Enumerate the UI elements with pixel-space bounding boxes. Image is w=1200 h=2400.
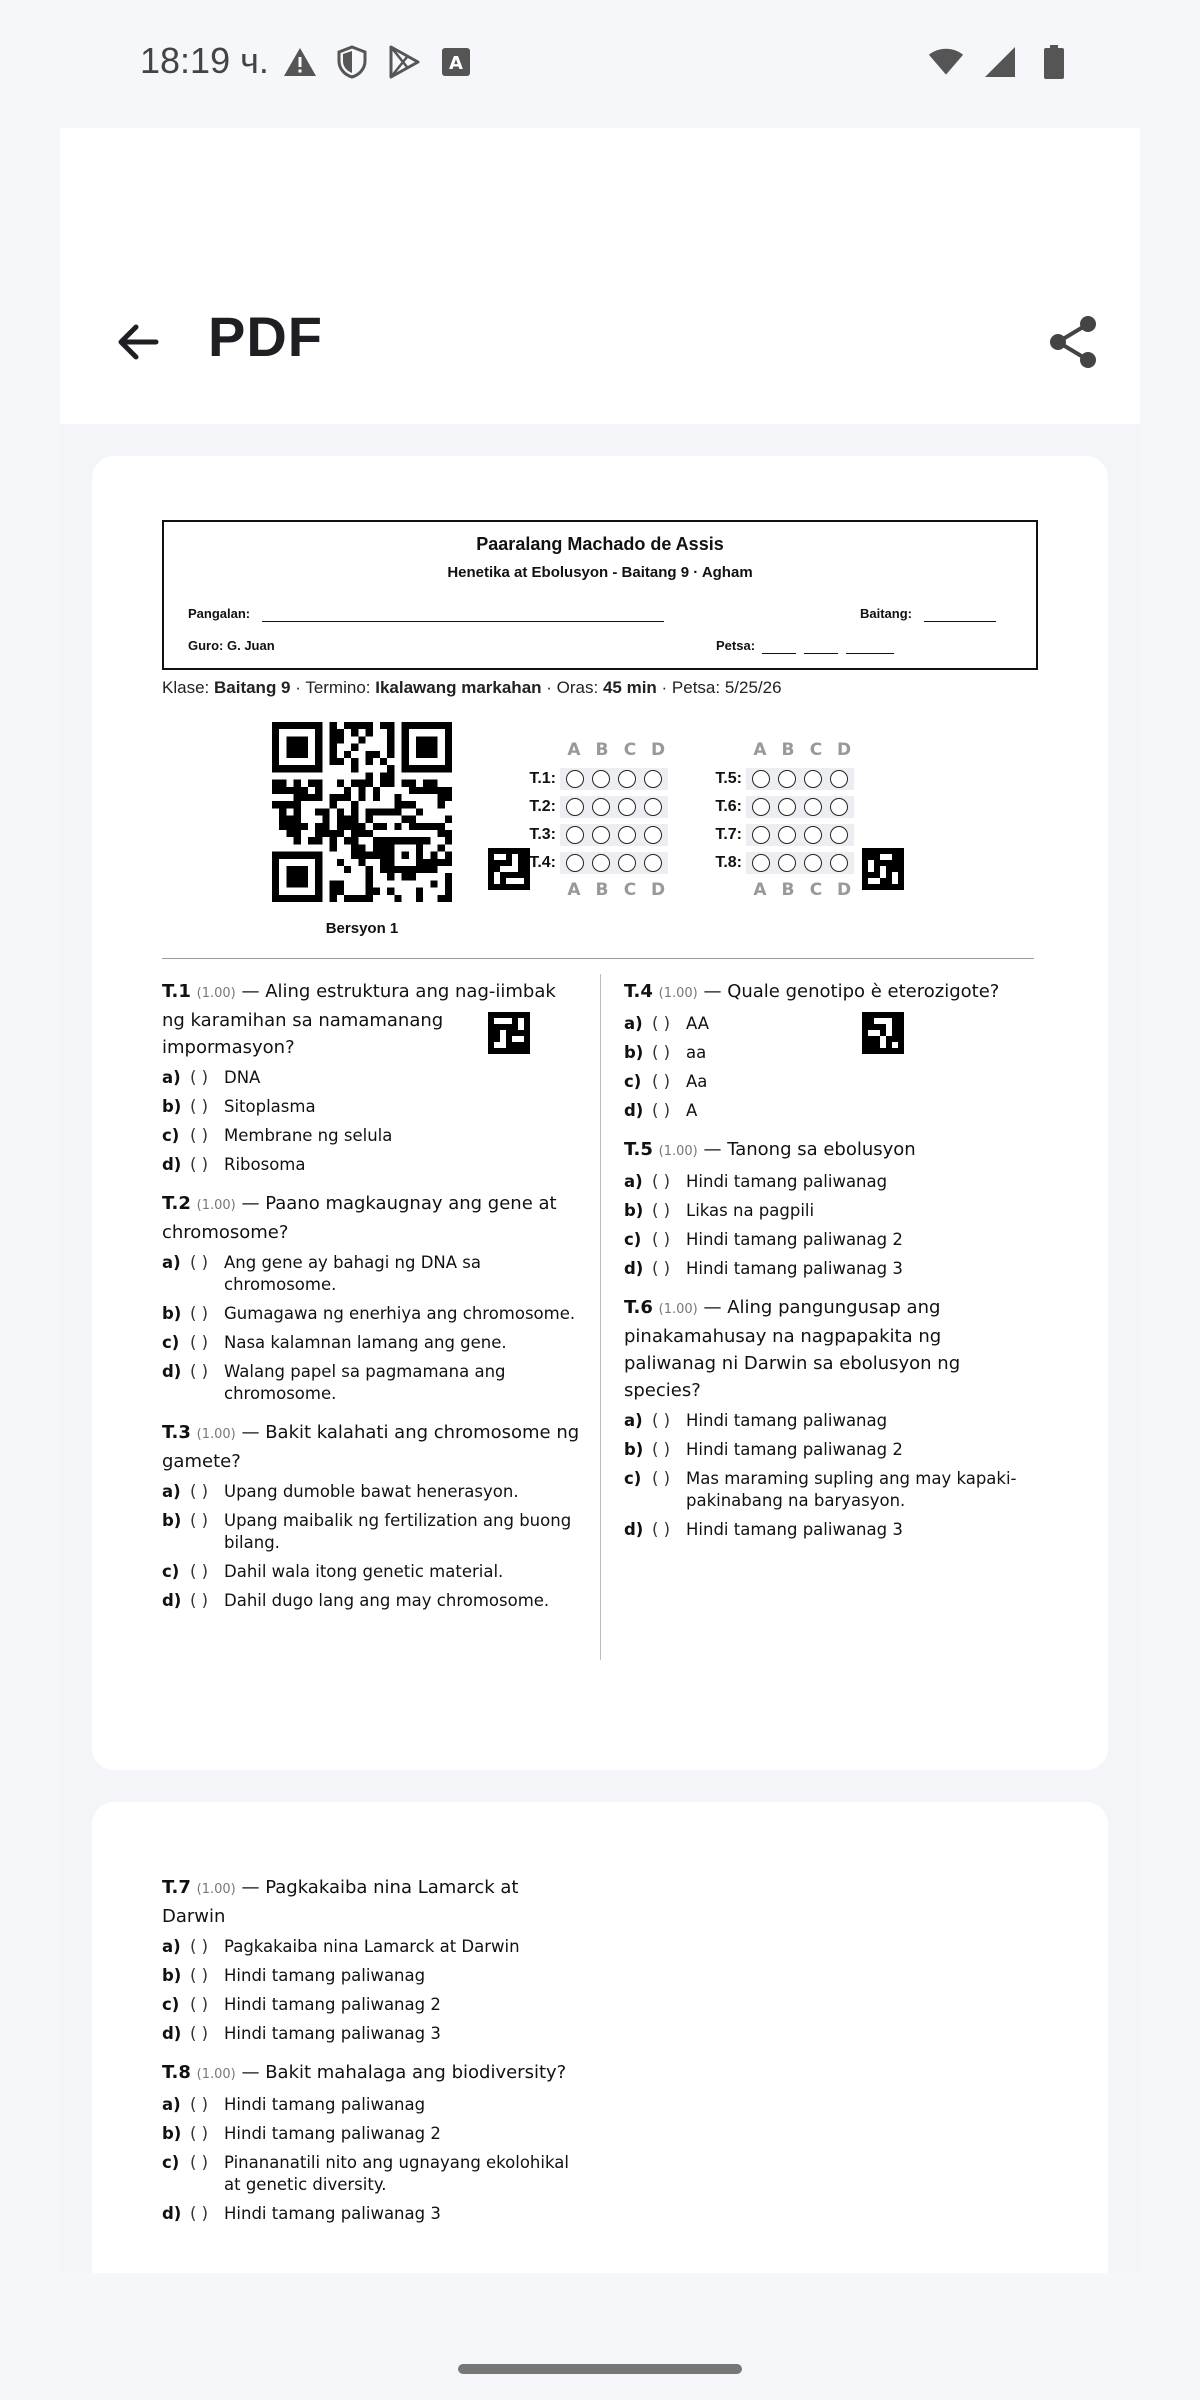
answer-row-label: T.5:	[715, 770, 742, 787]
question-text: — Aling pangungusap ang pinakamahusay na nagpapakita ng paliwanag ni Darwin sa ebolusyon ng species?	[624, 1297, 961, 1401]
option-checkbox[interactable]: ( )	[190, 1511, 209, 1530]
date-lines	[762, 653, 932, 654]
option-checkbox[interactable]: ( )	[190, 2204, 209, 2223]
answer-bubble[interactable]	[592, 826, 610, 844]
time-label: · Oras:	[541, 678, 603, 697]
teacher-label: Guro: G. Juan	[188, 638, 275, 653]
question-block	[162, 978, 580, 1176]
pdf-viewer	[60, 128, 1140, 2273]
answer-option[interactable]	[162, 1154, 580, 1176]
pdf-page-1	[92, 456, 1108, 1770]
answer-bubble[interactable]	[778, 854, 796, 872]
option-text: Nasa kalamnan lamang ang gene.	[224, 1333, 507, 1352]
answer-bubble[interactable]	[566, 826, 584, 844]
answer-option[interactable]	[162, 2094, 582, 2116]
question-points: (1.00)	[196, 1198, 236, 1213]
question-title	[162, 1419, 580, 1475]
option-checkbox[interactable]: ( )	[190, 1126, 209, 1145]
option-text: AA	[686, 1014, 710, 1033]
option-text: Hindi tamang paliwanag	[224, 1966, 426, 1985]
question-block	[624, 978, 1034, 1122]
grid-letter: C	[623, 740, 637, 760]
option-checkbox[interactable]: ( )	[190, 1591, 209, 1610]
option-text: Hindi tamang paliwanag 3	[686, 1520, 903, 1539]
question-text: — Bakit kalahati ang chromosome ng gamete?	[162, 1422, 580, 1472]
option-text: Hindi tamang paliwanag 3	[686, 1259, 903, 1278]
option-letter: c)	[624, 1469, 642, 1488]
option-letter: b)	[162, 1097, 182, 1116]
question-title	[162, 1190, 580, 1246]
option-checkbox[interactable]: ( )	[190, 2153, 209, 2172]
option-checkbox[interactable]: ( )	[190, 1155, 209, 1174]
qr-code	[272, 722, 452, 902]
option-letter: d)	[162, 2024, 182, 2043]
arrow-left-icon	[114, 318, 162, 366]
answer-option[interactable]	[624, 1439, 1034, 1461]
option-text: Pagkakaiba nina Lamarck at Darwin	[224, 1937, 520, 1956]
share-icon	[1046, 314, 1102, 370]
answer-option[interactable]	[162, 1965, 582, 1987]
option-checkbox[interactable]: ( )	[652, 1172, 671, 1191]
option-checkbox[interactable]: ( )	[652, 1259, 671, 1278]
option-letter: a)	[162, 1068, 181, 1087]
signal-icon	[982, 44, 1018, 80]
answer-option[interactable]	[162, 1936, 582, 1958]
grid-letter: D	[836, 880, 852, 900]
option-letter: c)	[624, 1230, 642, 1249]
answer-bubble[interactable]	[592, 854, 610, 872]
answer-row-t8	[706, 852, 854, 874]
option-checkbox[interactable]: ( )	[190, 2124, 209, 2143]
option-text: Membrane ng selula	[224, 1126, 393, 1145]
option-text: Upang dumoble bawat henerasyon.	[224, 1482, 519, 1501]
answer-bubble[interactable]	[804, 798, 822, 816]
answer-bubble[interactable]	[804, 854, 822, 872]
option-checkbox[interactable]: ( )	[652, 1411, 671, 1430]
option-letter: d)	[162, 1591, 182, 1610]
option-checkbox[interactable]: ( )	[190, 1362, 209, 1381]
answer-option[interactable]	[624, 1519, 1034, 1541]
grid-letter: C	[623, 880, 637, 900]
class-info	[162, 678, 782, 698]
share-button[interactable]	[1038, 306, 1110, 378]
option-text: Hindi tamang paliwanag 3	[224, 2024, 441, 2043]
question-number: T.8	[162, 2062, 191, 2083]
answer-row-t6	[706, 796, 854, 818]
option-checkbox[interactable]: ( )	[190, 2095, 209, 2114]
option-checkbox[interactable]: ( )	[652, 1072, 671, 1091]
option-checkbox[interactable]: ( )	[190, 1097, 209, 1116]
option-letter: d)	[624, 1101, 644, 1120]
grid-letter: C	[809, 880, 823, 900]
answer-bubble[interactable]	[778, 798, 796, 816]
answer-option[interactable]	[624, 1258, 1034, 1280]
question-text: — Bakit mahalaga ang biodiversity?	[235, 2062, 567, 2083]
answer-option[interactable]	[162, 1303, 580, 1325]
answer-option[interactable]	[162, 1994, 582, 2016]
option-letter: a)	[624, 1172, 643, 1191]
app-bar	[60, 128, 1140, 424]
questions-right-column	[624, 978, 1034, 1555]
question-number: T.1	[162, 981, 191, 1002]
answer-option[interactable]	[162, 2152, 582, 2196]
question-points: (1.00)	[196, 1882, 236, 1897]
question-number: T.4	[624, 981, 653, 1002]
answer-option[interactable]	[624, 1100, 1034, 1122]
grid-letter: B	[781, 880, 795, 900]
option-text: Dahil wala itong genetic material.	[224, 1562, 504, 1581]
grid-letter: D	[650, 740, 666, 760]
answer-bubble[interactable]	[830, 770, 848, 788]
answer-row-t1	[520, 768, 668, 790]
option-checkbox[interactable]: ( )	[190, 1562, 209, 1581]
question-block	[624, 1136, 1034, 1280]
grid-letter: A	[567, 740, 581, 760]
answer-bubble[interactable]	[752, 770, 770, 788]
answer-option[interactable]	[162, 1067, 580, 1089]
option-checkbox[interactable]: ( )	[190, 1253, 209, 1272]
answer-bubble[interactable]	[752, 826, 770, 844]
answer-option[interactable]	[162, 1252, 580, 1296]
answer-option[interactable]	[162, 1361, 580, 1405]
option-checkbox[interactable]: ( )	[652, 1043, 671, 1062]
option-text: DNA	[224, 1068, 261, 1087]
answer-row-t4	[520, 852, 668, 874]
answer-row-label: T.4:	[529, 854, 556, 871]
answer-option[interactable]	[162, 1561, 580, 1583]
grid-letter: B	[595, 880, 609, 900]
question-text: — Quale genotipo è eterozigote?	[697, 981, 1000, 1002]
question-points: (1.00)	[196, 986, 236, 1001]
option-checkbox[interactable]: ( )	[190, 1937, 209, 1956]
answer-bubble[interactable]	[752, 854, 770, 872]
answer-row-label: T.3:	[529, 826, 556, 843]
grid-letter: A	[567, 880, 581, 900]
answer-option[interactable]	[624, 1410, 1034, 1432]
answer-row-t7	[706, 824, 854, 846]
answer-bubble[interactable]	[618, 854, 636, 872]
grid-letter: A	[753, 740, 767, 760]
option-letter: d)	[624, 1259, 644, 1278]
fiducial-marker	[862, 848, 904, 890]
option-text: Dahil dugo lang ang may chromosome.	[224, 1591, 550, 1610]
answer-option[interactable]	[624, 1071, 1034, 1093]
option-text: Aa	[686, 1072, 708, 1091]
option-letter: c)	[162, 1995, 180, 2014]
grade-label: Baitang:	[860, 606, 912, 621]
answer-row-label: T.1:	[529, 770, 556, 787]
question-points: (1.00)	[658, 1302, 698, 1317]
option-checkbox[interactable]: ( )	[190, 1333, 209, 1352]
option-checkbox[interactable]: ( )	[652, 1101, 671, 1120]
answer-grid-letters-bottom-left	[560, 880, 672, 900]
exam-header	[162, 520, 1038, 670]
status-bar	[0, 0, 1200, 128]
question-title	[162, 1874, 582, 1930]
option-checkbox[interactable]: ( )	[652, 1520, 671, 1539]
answer-bubble[interactable]	[778, 770, 796, 788]
section-divider	[162, 958, 1034, 959]
answer-bubble[interactable]	[644, 798, 662, 816]
option-text: Hindi tamang paliwanag 3	[224, 2204, 441, 2223]
answer-bubble[interactable]	[592, 798, 610, 816]
answer-option[interactable]	[162, 2123, 582, 2145]
answer-bubble[interactable]	[566, 854, 584, 872]
option-letter: b)	[162, 1304, 182, 1323]
name-label: Pangalan:	[188, 606, 251, 621]
answer-row-t5	[706, 768, 854, 790]
question-title	[162, 2059, 582, 2088]
answer-bubble[interactable]	[752, 798, 770, 816]
question-points: (1.00)	[658, 1144, 698, 1159]
answer-bubble[interactable]	[644, 770, 662, 788]
status-icons-left	[282, 44, 474, 80]
answer-option[interactable]	[162, 2203, 582, 2225]
option-letter: b)	[624, 1440, 644, 1459]
answer-option[interactable]	[162, 1590, 580, 1612]
gesture-nav-handle[interactable]	[458, 2364, 742, 2374]
option-text: Hindi tamang paliwanag 2	[224, 1995, 441, 2014]
answer-bubble[interactable]	[644, 826, 662, 844]
question-block	[162, 1874, 582, 2045]
answer-grid-letters-bottom-right	[746, 880, 858, 900]
answer-option[interactable]	[624, 1468, 1034, 1512]
question-number: T.3	[162, 1422, 191, 1443]
questions-left-column	[162, 978, 580, 1626]
question-title	[624, 978, 1034, 1007]
school-name: Paaralang Machado de Assis	[476, 534, 724, 554]
back-button[interactable]	[102, 306, 174, 378]
option-checkbox[interactable]: ( )	[190, 1304, 209, 1323]
question-text: — Paano magkaugnay ang gene at chromosome?	[162, 1193, 557, 1243]
option-letter: c)	[162, 1126, 180, 1145]
option-checkbox[interactable]: ( )	[190, 1995, 209, 2014]
answer-bubble[interactable]	[644, 854, 662, 872]
question-number: T.2	[162, 1193, 191, 1214]
option-checkbox[interactable]: ( )	[652, 1201, 671, 1220]
option-text: A	[686, 1101, 698, 1120]
option-text: Ribosoma	[224, 1155, 306, 1174]
question-points: (1.00)	[658, 986, 698, 1001]
option-letter: c)	[624, 1072, 642, 1091]
answer-bubble[interactable]	[566, 798, 584, 816]
svg-text:A: A	[449, 53, 463, 74]
option-checkbox[interactable]: ( )	[190, 2024, 209, 2043]
answer-grid-letters-top-left	[560, 740, 672, 760]
grid-letter: D	[836, 740, 852, 760]
answer-option[interactable]	[624, 1200, 1034, 1222]
answer-row-t3	[520, 824, 668, 846]
answer-option[interactable]	[162, 2023, 582, 2045]
play-store-icon	[386, 44, 422, 80]
option-letter: d)	[624, 1520, 644, 1539]
answer-bubble[interactable]	[830, 854, 848, 872]
option-text: Walang papel sa pagmamana ang chromosome.	[224, 1362, 506, 1403]
option-letter: c)	[162, 1562, 180, 1581]
answer-bubble[interactable]	[592, 770, 610, 788]
question-title	[624, 1136, 1034, 1165]
option-text: Hindi tamang paliwanag	[686, 1172, 888, 1191]
option-text: Hindi tamang paliwanag 2	[686, 1440, 903, 1459]
text-a-icon	[438, 44, 474, 80]
option-text: Pinananatili nito ang ugnayang ekolohikal at genetic diversity.	[224, 2153, 569, 2194]
option-checkbox[interactable]: ( )	[190, 1068, 209, 1087]
option-letter: a)	[162, 2095, 181, 2114]
question-title	[162, 978, 580, 1061]
answer-row-label: T.8:	[715, 854, 742, 871]
answer-bubble[interactable]	[804, 770, 822, 788]
question-points: (1.00)	[196, 1427, 236, 1442]
term-value: Ikalawang markahan	[375, 678, 542, 697]
class-label: Klase:	[162, 678, 214, 697]
question-points: (1.00)	[196, 2067, 236, 2082]
answer-bubble[interactable]	[830, 798, 848, 816]
option-letter: d)	[162, 1362, 182, 1381]
date-info-label: · Petsa:	[656, 678, 725, 697]
question-block	[624, 1294, 1034, 1541]
answer-option[interactable]	[624, 1042, 1034, 1064]
option-letter: a)	[162, 1937, 181, 1956]
option-text: Hindi tamang paliwanag 2	[686, 1230, 903, 1249]
option-letter: b)	[624, 1043, 644, 1062]
class-value: Baitang 9	[213, 678, 291, 697]
time-value: 45 min	[602, 678, 657, 697]
option-letter: d)	[162, 2204, 182, 2223]
option-text: Mas maraming supling ang may kapaki-pakinabang na baryasyon.	[686, 1469, 1017, 1510]
option-letter: c)	[162, 2153, 180, 2172]
status-time: 18:19 ч.	[140, 40, 269, 81]
option-checkbox[interactable]: ( )	[652, 1440, 671, 1459]
answer-option[interactable]	[162, 1096, 580, 1118]
option-letter: b)	[162, 1511, 182, 1530]
app-title: PDF	[208, 305, 323, 368]
date-label: Petsa:	[716, 638, 756, 653]
questions-page2-column	[162, 1874, 582, 2239]
option-text: Hindi tamang paliwanag	[686, 1411, 888, 1430]
grid-letter: A	[753, 880, 767, 900]
option-text: Hindi tamang paliwanag 2	[224, 2124, 441, 2143]
question-number: T.7	[162, 1877, 191, 1898]
question-block	[162, 1419, 580, 1612]
answer-bubble[interactable]	[618, 798, 636, 816]
question-title	[624, 1294, 1034, 1404]
answer-row-t2	[520, 796, 668, 818]
term-label: · Termino:	[290, 678, 376, 697]
option-text: Likas na pagpili	[686, 1201, 815, 1220]
option-checkbox[interactable]: ( )	[190, 1966, 209, 1985]
answer-row-label: T.7:	[715, 826, 742, 843]
answer-bubble[interactable]	[566, 770, 584, 788]
answer-option[interactable]	[624, 1229, 1034, 1251]
option-text: Ang gene ay bahagi ng DNA sa chromosome.	[224, 1253, 481, 1294]
name-line	[262, 621, 664, 622]
wifi-icon	[928, 44, 964, 80]
question-block	[162, 1190, 580, 1405]
answer-option[interactable]	[624, 1013, 1034, 1035]
option-checkbox[interactable]: ( )	[190, 1482, 209, 1501]
option-letter: b)	[162, 2124, 182, 2143]
option-letter: b)	[624, 1201, 644, 1220]
answer-grid-letters-top-right	[746, 740, 858, 760]
option-letter: d)	[162, 1155, 182, 1174]
grid-letter: C	[809, 740, 823, 760]
option-checkbox[interactable]: ( )	[652, 1469, 671, 1488]
battery-icon	[1036, 44, 1072, 80]
option-text: Gumagawa ng enerhiya ang chromosome.	[224, 1304, 576, 1323]
grid-letter: B	[781, 740, 795, 760]
option-letter: a)	[162, 1482, 181, 1501]
warning-icon	[282, 44, 318, 80]
pdf-page-2	[92, 1802, 1108, 2273]
question-number: T.6	[624, 1297, 653, 1318]
column-divider	[600, 974, 601, 1660]
grid-letter: D	[650, 880, 666, 900]
grid-letter: B	[595, 740, 609, 760]
option-text: Sitoplasma	[224, 1097, 316, 1116]
grade-line	[924, 621, 996, 622]
option-checkbox[interactable]: ( )	[652, 1230, 671, 1249]
option-letter: a)	[624, 1014, 643, 1033]
option-letter: a)	[162, 1253, 181, 1272]
question-text: — Pagkakaiba nina Lamarck at Darwin	[162, 1877, 519, 1927]
option-text: Hindi tamang paliwanag	[224, 2095, 426, 2114]
option-letter: a)	[624, 1411, 643, 1430]
answer-bubble[interactable]	[778, 826, 796, 844]
answer-option[interactable]	[162, 1481, 580, 1503]
answer-bubble[interactable]	[618, 770, 636, 788]
option-text: aa	[686, 1043, 707, 1062]
question-text: — Tanong sa ebolusyon	[697, 1139, 916, 1160]
answer-bubble[interactable]	[618, 826, 636, 844]
answer-row-label: T.6:	[715, 798, 742, 815]
answer-option[interactable]	[162, 1332, 580, 1354]
status-icons-right	[928, 44, 1072, 80]
question-number: T.5	[624, 1139, 653, 1160]
version-label: Bersyon 1	[325, 920, 399, 937]
option-letter: b)	[162, 1966, 182, 1985]
answer-bubble[interactable]	[804, 826, 822, 844]
shield-icon	[334, 44, 370, 80]
option-letter: c)	[162, 1333, 180, 1352]
option-checkbox[interactable]: ( )	[652, 1014, 671, 1033]
question-text: — Aling estruktura ang nag-iimbak ng karamihan sa namamanang impormasyon?	[162, 981, 556, 1058]
option-text: Upang maibalik ng fertilization ang buong bilang.	[224, 1511, 572, 1552]
question-block	[162, 2059, 582, 2225]
answer-option[interactable]	[162, 1125, 580, 1147]
answer-row-label: T.2:	[529, 798, 556, 815]
answer-option[interactable]	[624, 1171, 1034, 1193]
answer-bubble[interactable]	[830, 826, 848, 844]
answer-option[interactable]	[162, 1510, 580, 1554]
date-info-value: 5/25/26	[724, 678, 782, 697]
exam-subject: Henetika at Ebolusyon - Baitang 9 · Agham	[447, 564, 753, 581]
